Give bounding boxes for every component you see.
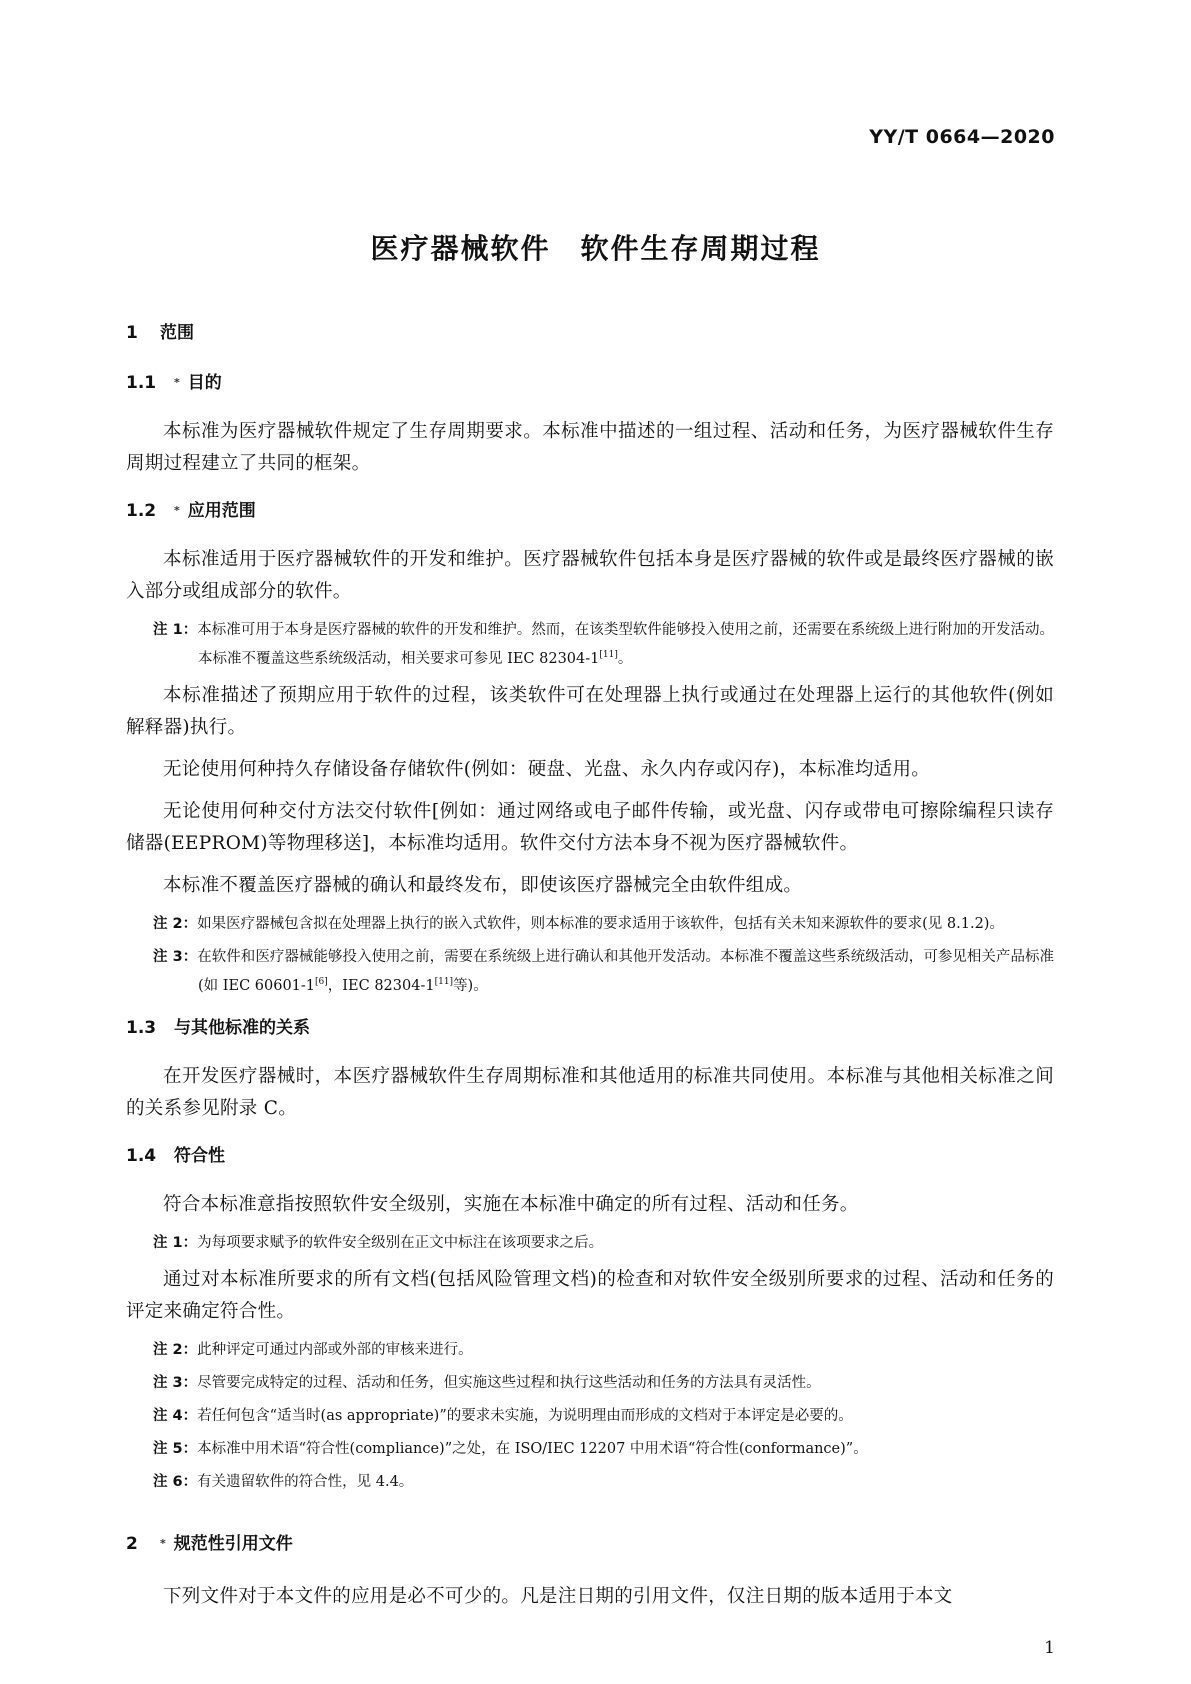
reference-marker: [11]: [434, 976, 454, 987]
note: [126, 618, 1054, 672]
section-number: 1.4: [126, 1145, 157, 1166]
section-title: 范围: [160, 323, 194, 343]
note-text: 有关遗留软件的符合性，见 4.4。: [197, 1473, 414, 1490]
document-body: [126, 320, 1054, 1623]
note-text: 在软件和医疗器械能够投入使用之前，需要在系统级上进行确认和其他开发活动。本标准不覆盖这些系统级活动，可参见相关产品标准(如 IEC 60601-1: [197, 948, 1055, 994]
note: [126, 1231, 1054, 1256]
note-text: ，IEC 82304-1: [327, 977, 435, 994]
reference-marker: [6]: [315, 976, 328, 987]
note-text: 为每项要求赋予的软件安全级别在正文中标注在该项要求之后。: [197, 1234, 604, 1251]
note-text: 尽管要完成特定的过程、活动和任务，但实施这些过程和执行这些活动和任务的方法具有灵活性。: [197, 1374, 821, 1391]
note-label: 注 5：: [153, 1440, 198, 1457]
section-number: 1.2: [126, 501, 157, 521]
section-title: 规范性引用文件: [173, 1533, 293, 1554]
section-1-4-heading: [126, 1143, 1054, 1169]
note-text: 此种评定可通过内部或外部的审核来进行。: [197, 1341, 473, 1358]
note-text: 等)。: [453, 977, 488, 994]
note: [126, 945, 1054, 999]
section-number: 1.3: [126, 1017, 157, 1038]
document-code: YY/T 0664—2020: [869, 126, 1055, 148]
section-title: 应用范围: [187, 501, 256, 521]
note-text-end: 。: [617, 650, 633, 667]
note: [126, 912, 1054, 937]
note-label: 注 3：: [153, 1374, 198, 1391]
paragraph: 本标准不覆盖医疗器械的确认和最终发布，即使该医疗器械完全由软件组成。: [163, 874, 803, 896]
section-1-2-heading: [126, 498, 1054, 524]
star-marker: *: [160, 1536, 166, 1550]
note-text: 如果医疗器械包含拟在处理器上执行的嵌入式软件，则本标准的要求适用于该软件，包括有关未知来源软件的要求(见 8.1.2)。: [197, 915, 1004, 932]
note-label: 注 2：: [153, 915, 198, 932]
section-number: 1.1: [126, 373, 157, 393]
note: [126, 1470, 1054, 1495]
star-marker: *: [174, 376, 180, 389]
document-title: 医疗器械软件 软件生存周期过程: [370, 232, 821, 265]
note-label: 注 2：: [153, 1341, 198, 1358]
section-title: 符合性: [174, 1145, 225, 1166]
note: [126, 1338, 1054, 1363]
section-number: 2: [126, 1533, 138, 1554]
paragraph: 本标准描述了预期应用于软件的过程，该类软件可在处理器上执行或通过在处理器上运行的其他软件(例如解释器)执行。: [126, 684, 1054, 738]
section-1-3-heading: [126, 1015, 1054, 1041]
note-label: 注 1：: [153, 1234, 198, 1251]
paragraph: 无论使用何种持久存储设备存储软件(例如：硬盘、光盘、永久内存或闪存)，本标准均适用。: [163, 758, 931, 780]
note-text: 本标准可用于本身是医疗器械的软件的开发和维护。然而，在该类型软件能够投入使用之前，还需要在系统级上进行附加的开发活动。本标准不覆盖这些系统级活动，相关要求可参见 IEC 82304-1: [197, 622, 1055, 667]
star-marker: *: [174, 504, 180, 517]
section-1-heading: [126, 320, 1054, 346]
reference-marker: [11]: [599, 650, 618, 660]
paragraph: 下列文件对于本文件的应用是必不可少的。凡是注日期的引用文件，仅注日期的版本适用于本文: [163, 1585, 953, 1607]
note-label: 注 3：: [153, 948, 198, 965]
note: [126, 1371, 1054, 1396]
paragraph: 通过对本标准所要求的所有文档(包括风险管理文档)的检查和对软件安全级别所要求的过程、活动和任务的评定来确定符合性。: [126, 1268, 1054, 1322]
note-label: 注 6：: [153, 1473, 198, 1490]
page-number: 1: [1044, 1638, 1055, 1658]
note-text: 若任何包含“适当时(as appropriate)”的要求未实施，为说明理由而形成的文档对于本评定是必要的。: [197, 1407, 853, 1424]
section-2-heading: [126, 1531, 1054, 1557]
note-label: 注 4：: [153, 1407, 198, 1424]
note: [126, 1437, 1054, 1462]
section-number: 1: [126, 323, 138, 343]
paragraph: 符合本标准意指按照软件安全级别，实施在本标准中确定的所有过程、活动和任务。: [163, 1193, 859, 1215]
section-title: 与其他标准的关系: [174, 1017, 310, 1038]
section-title: 目的: [187, 373, 222, 393]
note-text: 本标准中用术语“符合性(compliance)”之处，在 ISO/IEC 12207 中用术语“符合性(conformance)”。: [197, 1440, 868, 1457]
note-label: 注 1：: [153, 622, 198, 638]
paragraph: 在开发医疗器械时，本医疗器械软件生存周期标准和其他适用的标准共同使用。本标准与其他相关标准之间的关系参见附录 C。: [126, 1065, 1054, 1119]
paragraph: 本标准为医疗器械软件规定了生存周期要求。本标准中描述的一组过程、活动和任务，为医疗器械软件生存周期过程建立了共同的框架。: [126, 421, 1054, 474]
paragraph: 无论使用何种交付方法交付软件[例如：通过网络或电子邮件传输，或光盘、闪存或带电可擦除编程只读存储器(EEPROM)等物理移送]，本标准均适用。软件交付方法本身不视为医疗器械软件。: [126, 800, 1054, 854]
section-1-1-heading: [126, 370, 1054, 396]
note: [126, 1404, 1054, 1429]
paragraph: 本标准适用于医疗器械软件的开发和维护。医疗器械软件包括本身是医疗器械的软件或是最终医疗器械的嵌入部分或组成部分的软件。: [126, 549, 1054, 602]
